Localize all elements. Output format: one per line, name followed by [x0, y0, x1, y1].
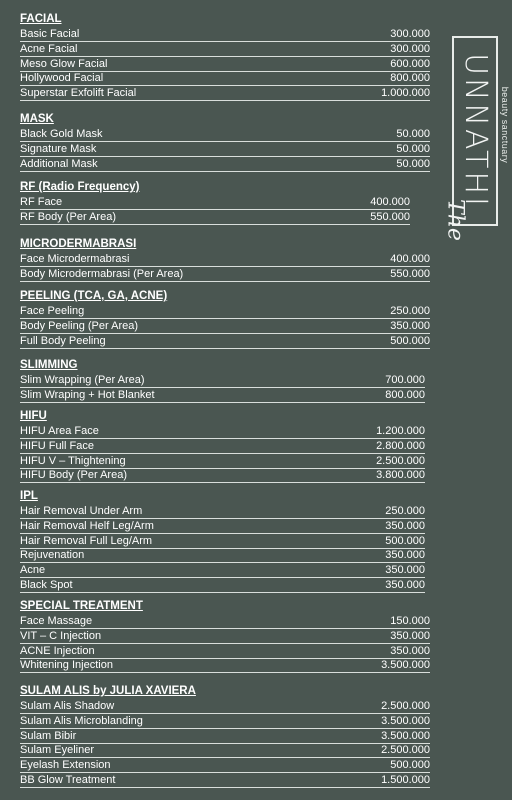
item-name: Face Microdermabrasi — [20, 253, 130, 265]
price-row — [20, 319, 430, 334]
price-row — [20, 373, 425, 388]
price-row — [20, 773, 430, 788]
item-name: Sulam Bibir — [20, 729, 77, 742]
price-row — [20, 699, 430, 714]
item-price: 700.000 — [385, 374, 425, 386]
section-title: HIFU — [20, 410, 47, 422]
item-name: Slim Wraping + Hot Blanket — [20, 388, 155, 401]
price-row — [20, 142, 430, 157]
item-price: 2.800.000 — [376, 439, 425, 452]
price-row — [20, 563, 425, 578]
item-name: Signature Mask — [20, 142, 97, 155]
price-row — [20, 578, 425, 593]
item-price: 250.000 — [390, 305, 430, 317]
item-name: Hair Removal Helf Leg/Arm — [20, 519, 154, 532]
item-price: 800.000 — [390, 72, 430, 85]
item-name: Body Peeling (Per Area) — [20, 319, 139, 332]
price-row — [20, 195, 410, 210]
item-price: 50.000 — [396, 157, 430, 170]
item-price: 600.000 — [390, 57, 430, 70]
price-row — [20, 210, 410, 225]
price-row — [20, 57, 430, 72]
section-title: SPECIAL TREATMENT — [20, 600, 143, 612]
item-name: Full Body Peeling — [20, 334, 106, 347]
item-price: 2.500.000 — [376, 454, 425, 467]
item-name: Sulam Alis Microblanding — [20, 714, 143, 727]
item-name: Meso Glow Facial — [20, 57, 108, 70]
item-name: Sulam Alis Shadow — [20, 700, 115, 712]
price-row — [20, 729, 430, 744]
item-name: Face Massage — [20, 615, 93, 627]
item-price: 400.000 — [370, 196, 410, 208]
item-price: 300.000 — [390, 42, 430, 55]
item-name: Black Gold Mask — [20, 128, 103, 140]
price-row — [20, 252, 430, 267]
price-row — [20, 334, 430, 349]
price-row — [20, 614, 430, 629]
item-price: 500.000 — [385, 534, 425, 547]
item-price: 500.000 — [390, 759, 430, 772]
price-row — [20, 42, 430, 57]
price-row — [20, 71, 430, 86]
price-row — [20, 468, 425, 483]
section-title: MICRODERMABRASI — [20, 238, 137, 250]
price-row — [20, 439, 425, 454]
price-row — [20, 504, 425, 519]
item-name: Face Peeling — [20, 305, 85, 317]
price-row — [20, 714, 430, 729]
item-price: 300.000 — [390, 28, 430, 40]
price-row — [20, 157, 430, 172]
item-price: 550.000 — [370, 210, 410, 223]
item-price: 2.500.000 — [381, 744, 430, 757]
item-name: Slim Wrapping (Per Area) — [20, 374, 145, 386]
logo-tagline: beauty sanctuary — [500, 86, 510, 164]
item-price: 350.000 — [390, 319, 430, 332]
price-row — [20, 86, 430, 101]
section-title: RF (Radio Frequency) — [20, 181, 140, 193]
item-name: Sulam Eyeliner — [20, 744, 94, 757]
item-name: HIFU V – Thightening — [20, 454, 126, 467]
item-price: 350.000 — [390, 629, 430, 642]
section-title: SULAM ALIS by JULIA XAVIERA — [20, 685, 196, 697]
item-price: 250.000 — [385, 505, 425, 517]
item-name: Whitening Injection — [20, 659, 113, 672]
item-name: Body Microdermabrasi (Per Area) — [20, 267, 184, 280]
price-row — [20, 127, 430, 142]
item-name: Hollywood Facial — [20, 72, 104, 85]
item-name: Black Spot — [20, 579, 73, 591]
item-name: Superstar Exfolift Facial — [20, 87, 137, 100]
item-name: Acne — [20, 564, 46, 577]
price-row — [20, 454, 425, 469]
price-row — [20, 743, 430, 758]
logo-the: The — [442, 199, 468, 241]
item-name: Rejuvenation — [20, 549, 85, 562]
item-price: 350.000 — [390, 644, 430, 657]
price-row — [20, 629, 430, 644]
item-name: Basic Facial — [20, 28, 80, 40]
item-price: 550.000 — [390, 267, 430, 280]
item-price: 1.000.000 — [381, 87, 430, 100]
item-price: 2.500.000 — [381, 700, 430, 712]
item-price: 1.500.000 — [381, 774, 430, 786]
item-price: 400.000 — [390, 253, 430, 265]
price-row — [20, 644, 430, 659]
price-row — [20, 658, 430, 673]
logo-name: UNNATHI — [458, 53, 493, 209]
item-price: 3.800.000 — [376, 469, 425, 482]
item-name: HIFU Area Face — [20, 425, 99, 437]
item-name: BB Glow Treatment — [20, 774, 116, 786]
item-price: 3.500.000 — [381, 659, 430, 672]
logo-the-wrap — [440, 195, 470, 245]
price-row — [20, 27, 430, 42]
logo-tagline-wrap — [500, 60, 510, 190]
item-price: 800.000 — [385, 388, 425, 401]
item-name: RF Face — [20, 196, 63, 208]
price-row — [20, 267, 430, 282]
price-row — [20, 548, 425, 563]
item-name: ACNE Injection — [20, 644, 95, 657]
item-name: RF Body (Per Area) — [20, 210, 116, 223]
item-price: 350.000 — [385, 579, 425, 591]
section-title: FACIAL — [20, 13, 62, 25]
item-price: 3.500.000 — [381, 714, 430, 727]
item-price: 50.000 — [396, 142, 430, 155]
item-name: VIT – C Injection — [20, 629, 102, 642]
item-name: HIFU Body (Per Area) — [20, 469, 127, 482]
item-name: Eyelash Extension — [20, 759, 111, 772]
item-name: HIFU Full Face — [20, 439, 94, 452]
item-price: 500.000 — [390, 334, 430, 347]
item-price: 350.000 — [385, 564, 425, 577]
item-price: 350.000 — [385, 549, 425, 562]
price-row — [20, 534, 425, 549]
section-title: MASK — [20, 113, 54, 125]
item-name: Hair Removal Full Leg/Arm — [20, 534, 153, 547]
section-title: IPL — [20, 490, 38, 502]
item-name: Hair Removal Under Arm — [20, 505, 143, 517]
price-row — [20, 388, 425, 403]
item-price: 150.000 — [390, 615, 430, 627]
section-title: SLIMMING — [20, 359, 78, 371]
price-row — [20, 304, 430, 319]
item-price: 1.200.000 — [376, 425, 425, 437]
item-price: 350.000 — [385, 519, 425, 532]
item-name: Additional Mask — [20, 157, 98, 170]
price-row — [20, 758, 430, 773]
item-price: 3.500.000 — [381, 729, 430, 742]
price-row — [20, 424, 425, 439]
section-title: PEELING (TCA, GA, ACNE) — [20, 290, 168, 302]
item-name: Acne Facial — [20, 42, 78, 55]
item-price: 50.000 — [396, 128, 430, 140]
price-row — [20, 519, 425, 534]
